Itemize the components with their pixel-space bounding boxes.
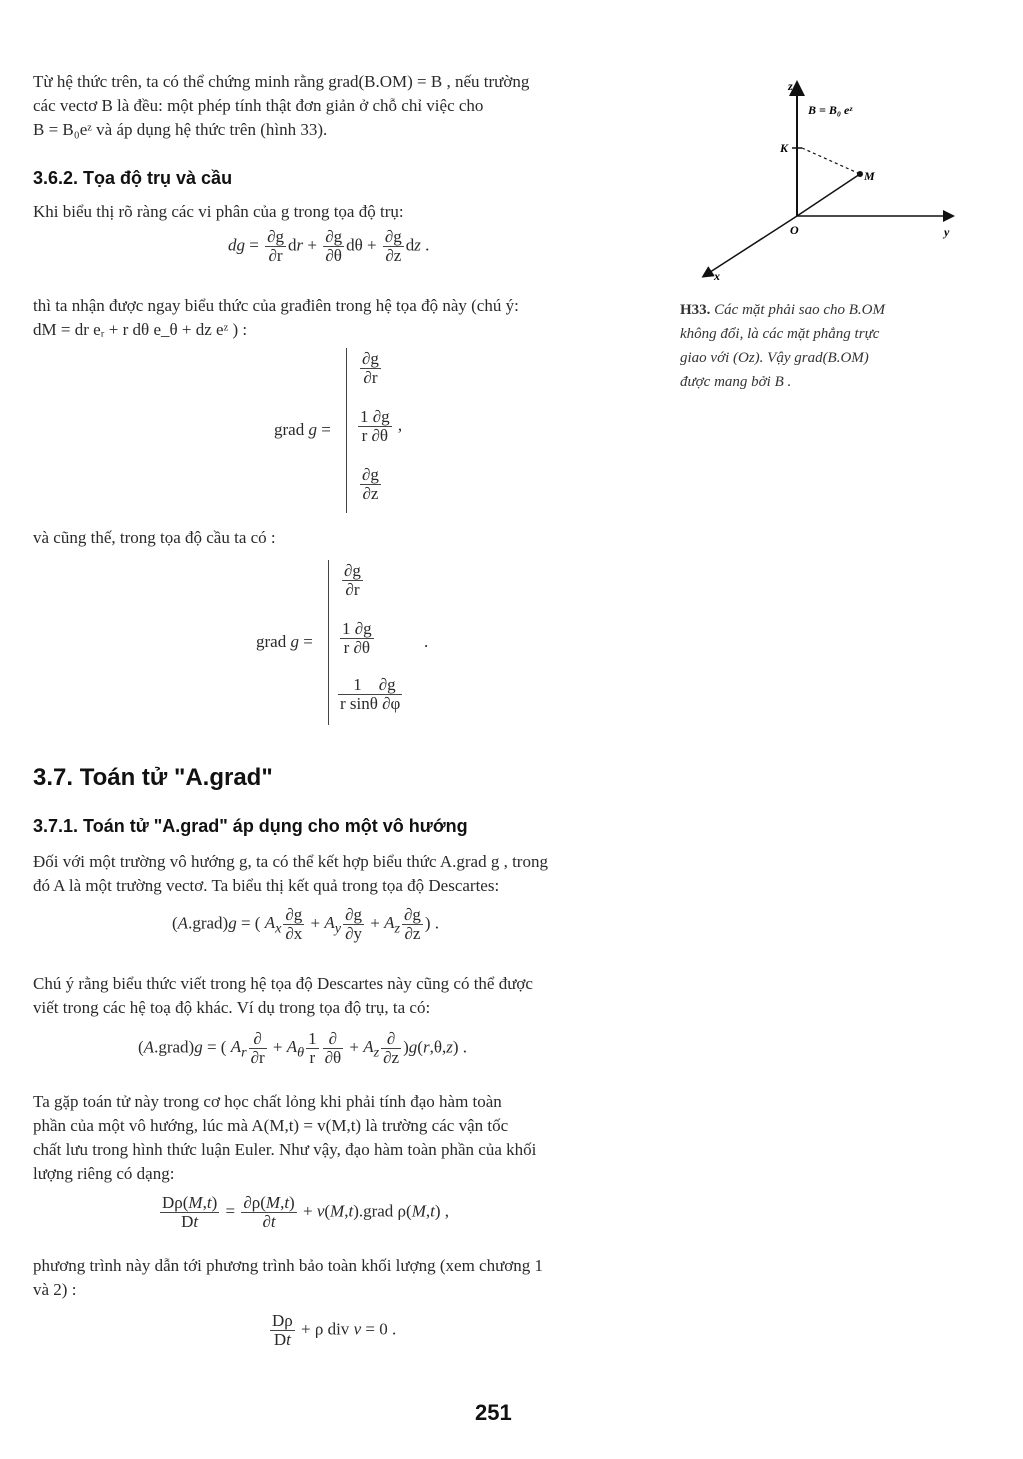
km-dashed-line xyxy=(802,148,860,174)
paragraph-cylindrical-intro: Khi biểu thị rõ ràng các vi phân của g trong tọa độ trụ: xyxy=(33,202,404,221)
caption-line xyxy=(680,370,980,394)
paragraph-note xyxy=(33,972,658,1020)
caption-text: không đổi, là các mặt phẳng trực xyxy=(680,326,880,342)
section-heading-3-7-1: 3.7.1. Toán tử "A.grad" áp dụng cho một vô hướng xyxy=(33,816,468,836)
text-line: viết trong các hệ toạ độ khác. Ví dụ trong tọa độ trụ, ta có: xyxy=(33,998,431,1017)
intro-paragraph xyxy=(33,70,653,142)
caption-text: Các mặt phải sao cho B.OM xyxy=(714,302,885,318)
label-y: y xyxy=(944,225,950,239)
text-line: dM = dr eᵣ + r dθ e_θ + dz eᶻ ) : xyxy=(33,320,248,339)
equation-grad-sph-lhs: grad g = xyxy=(256,632,313,651)
caption-line xyxy=(680,346,980,370)
vector-bar xyxy=(328,560,329,725)
caption-line xyxy=(680,322,980,346)
caption-text: giao với (Oz). Vậy grad(B.OM) xyxy=(680,350,869,366)
text-line: B = B₀eᶻ và áp dụng hệ thức trên (hình 33). xyxy=(33,120,328,139)
text-line: Ta gặp toán tử này trong cơ học chất lỏng khi phải tính đạo hàm toàn xyxy=(33,1092,502,1111)
label-z: z xyxy=(788,79,793,93)
grad-cyl-theta: $\frac{1 \partial g}{r \partial\theta}$ , xyxy=(360,407,403,445)
text-line: chất lưu trong hình thức luận Euler. Như vậy, đạo hàm toàn phần của khối xyxy=(33,1140,537,1159)
label-x: x xyxy=(714,269,720,283)
caption-number: H33. xyxy=(680,302,711,318)
paragraph-conservation xyxy=(33,1254,658,1302)
paragraph-scalar-field xyxy=(33,850,658,898)
text-line: phương trình này dẫn tới phương trình bảo toàn khối lượng (xem chương 1 xyxy=(33,1256,544,1275)
caption-line-1 xyxy=(680,298,980,322)
equation-dg: dg = $\frac{\partial g}{\partial r}$ dr + $\frac{\partial g}{\partial\theta}$ dθ + $\frac{\partial g}{\partial z}$ dz . xyxy=(228,227,430,265)
grad-cyl-r: $\frac{\partial g}{\partial r}$ xyxy=(362,349,379,387)
vector-bar xyxy=(346,348,347,513)
paragraph-spherical: và cũng thế, trong tọa độ cầu ta có : xyxy=(33,528,276,547)
section-heading-3-7: 3.7. Toán tử "A.grad" xyxy=(33,764,273,791)
period: . xyxy=(424,632,429,651)
paragraph-gradient-cyl xyxy=(33,294,658,342)
point-m xyxy=(857,171,863,177)
text-line: và 2) : xyxy=(33,1280,77,1299)
section-heading-3-6-2: 3.6.2. Tọa độ trụ và cầu xyxy=(33,168,233,188)
label-k: K xyxy=(780,141,789,155)
text-line: thì ta nhận được ngay biểu thức của građiên trong hệ tọa độ này (chú ý: xyxy=(33,296,519,315)
equation-total-derivative: $\frac{D\rho(M,t)}{Dt}$ = $\frac{\partial\rho(M,t)}{\partial t}$ + v(M,t).grad ρ(M,t) , xyxy=(162,1193,450,1231)
text-line: Đối với một trường vô hướng g, ta có thể kết hợp biểu thức A.grad g , trong xyxy=(33,852,548,871)
equation-grad-cyl-lhs: grad g = xyxy=(274,420,331,439)
figure-h33-caption xyxy=(680,298,980,394)
caption-text: được mang bởi B . xyxy=(680,374,792,390)
figure-h33-diagram xyxy=(680,70,980,290)
text-line: đó A là một trường vectơ. Ta biểu thị kết quả trong tọa độ Descartes: xyxy=(33,876,500,895)
grad-sph-phi: $\frac{1 \partial g}{\text{r sinθ ∂φ}}$ xyxy=(340,675,401,713)
text-line: Chú ý rằng biểu thức viết trong hệ tọa độ Descartes này cũng có thể được xyxy=(33,974,533,993)
paragraph-fluid-mechanics xyxy=(33,1090,658,1186)
label-b-field: B = B₀ eᶻ xyxy=(808,103,853,117)
label-o: O xyxy=(790,223,799,237)
om-line xyxy=(797,174,860,216)
page-number: 251 xyxy=(475,1400,512,1425)
text-line: các vectơ B là đều: một phép tính thật đơn giản ở chỗ chỉ việc cho xyxy=(33,96,484,115)
text-line: lượng riêng có dạng: xyxy=(33,1164,175,1183)
text-line: Từ hệ thức trên, ta có thể chứng minh rằng grad(B.OM) = B , nếu trường xyxy=(33,72,530,91)
grad-sph-theta: $\frac{1 \partial g}{r \partial\theta}$ xyxy=(342,619,372,657)
equation-mass-conservation: $\frac{D\rho}{Dt}$ + ρ div v = 0 . xyxy=(272,1311,397,1349)
text-line: phần của một vô hướng, lúc mà A(M,t) = v(M,t) là trường các vận tốc xyxy=(33,1116,509,1135)
x-axis xyxy=(704,216,797,276)
label-m: M xyxy=(864,169,875,183)
grad-sph-r: $\frac{\partial g}{\partial r}$ xyxy=(344,561,361,599)
equation-agrad-cylindrical: (A.grad)g = ( $A_r$ $\frac{\partial}{\partial r}$ + $A_\theta$ $\frac{1}{r}$ $\frac{\partial}{\partial\theta}$ + $A_z$ $\frac{\partial}{\partial z}$ )g(r,θ,z) . xyxy=(138,1029,468,1067)
equation-agrad-cartesian: (A.grad)g = ( $A_x$ $\frac{\partial g}{\partial x}$ + $A_y$ $\frac{\partial g}{\partial y}$ + $A_z$ $\frac{\partial g}{\partial z}$ ) . xyxy=(172,905,440,943)
grad-cyl-z: $\frac{\partial g}{\partial z}$ xyxy=(362,465,379,503)
